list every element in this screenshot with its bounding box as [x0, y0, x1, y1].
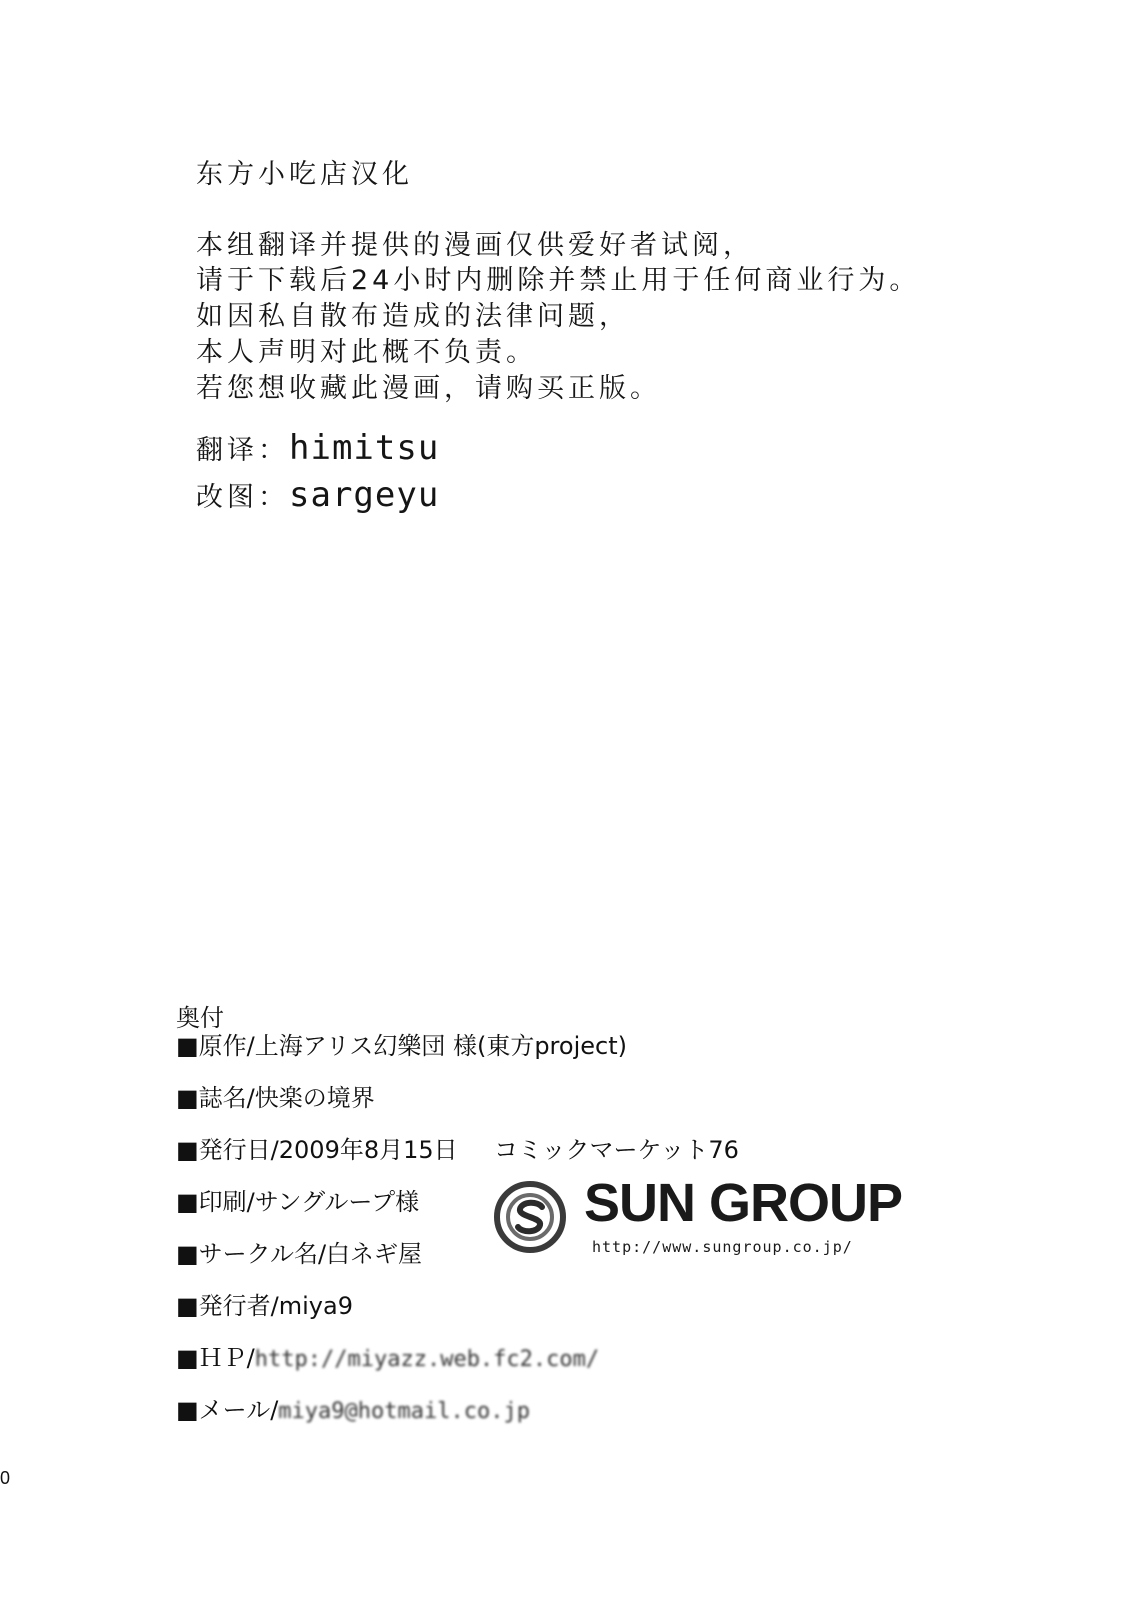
- colophon-mail: [176, 1390, 530, 1425]
- colophon-event: コミックマーケット76: [494, 1136, 739, 1164]
- colophon-publisher: ■発行者/miya9: [176, 1292, 353, 1320]
- hp-link[interactable]: http://miyazz.web.fc2.com/: [254, 1347, 600, 1372]
- page-number: 0: [0, 1468, 11, 1488]
- colophon-hp: [176, 1338, 599, 1373]
- colophon-printer: ■印刷/サングループ様: [176, 1188, 420, 1216]
- disclaimer-line-1: 本组翻译并提供的漫画仅供爱好者试阅，: [196, 230, 754, 261]
- disclaimer-line-2: 请于下载后24小时内删除并禁止用于任何商业行为。: [196, 265, 921, 296]
- disclaimer-line-3: 如因私自散布造成的法律问题，: [196, 301, 630, 332]
- editor-name: sargeyu: [289, 475, 440, 515]
- mail-label: ■メール/: [176, 1396, 279, 1424]
- colophon-heading: 奥付: [176, 1004, 224, 1032]
- disclaimer-line-5: 若您想收藏此漫画，请购买正版。: [196, 373, 661, 404]
- colophon-circle: ■サークル名/白ネギ屋: [176, 1240, 423, 1268]
- sun-group-logo-text: SUN GROUP: [584, 1173, 903, 1233]
- colophon-date: ■発行日/2009年8月15日: [176, 1136, 458, 1164]
- editor-credit: [196, 475, 439, 515]
- colophon-original: ■原作/上海アリス幻樂団 様(東方project): [176, 1032, 627, 1060]
- editor-label: 改图：: [196, 482, 289, 513]
- translator-credit: [196, 428, 439, 468]
- translator-label: 翻译：: [196, 435, 289, 466]
- translator-name: himitsu: [289, 428, 440, 468]
- hp-label: ■ＨＰ/: [176, 1344, 255, 1372]
- disclaimer-line-4: 本人声明对此概不负责。: [196, 337, 537, 368]
- sun-group-url[interactable]: http://www.sungroup.co.jp/: [592, 1238, 853, 1256]
- colophon-title: ■誌名/快楽の境界: [176, 1084, 375, 1112]
- mail-link[interactable]: miya9@hotmail.co.jp: [278, 1399, 530, 1424]
- sun-group-logo-icon: [493, 1180, 567, 1254]
- group-name: 东方小吃店汉化: [196, 159, 413, 190]
